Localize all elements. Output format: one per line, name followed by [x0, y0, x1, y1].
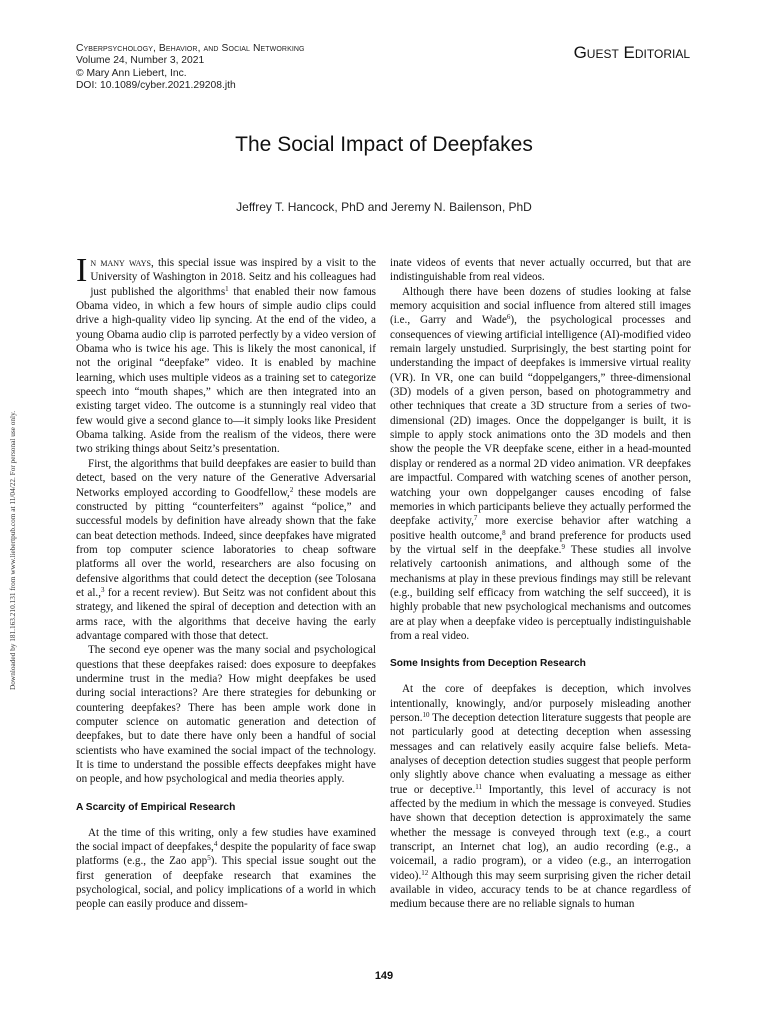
citation-ref[interactable]: 5	[207, 854, 211, 863]
paragraph-second: The second eye opener was the many social and psychological questions that these deepfakes raised: does exposure to deepfakes undermine trust in the media? How might deepfakes be used during social interactions? Are there strategies for debunking or countering deepfakes? There has been ample work done in computer science on automatic generation and detection of deepfakes, but to date there have only been a handful of social scientists who have examined the social impact of the technology. It is time to understand the possible effects deepfakes might have on people, and how psychological and media theories apply.	[76, 644, 376, 786]
citation-ref[interactable]: 7	[473, 514, 478, 523]
citation-ref[interactable]: 8	[502, 528, 506, 537]
citation-ref[interactable]: 12	[421, 868, 429, 877]
paragraph-vr: Although there have been dozens of studies looking at false memory acquisition and social influence from altered still images (i.e., Garry and Wade$^6$), the psychological processes and consequences of viewing artificial intelligence (AI)-modified video remain largely unstudied. Surprisingly, the best starting point for understanding the impact of deepfakes is immersive virtual reality (VR). In VR, one can build “doppelgangers,” three-dimensional (3D) models of a given person, based on photogrammetry and other techniques that create a 3D structure from a series of two-dimensional (2D) images. Once the doppelganger is built, it is simple to apply stock animations onto the 3D models and then show the people the VR deepfake scene, either in a head-mounted display or rendered as a normal 2D video animation. VR deepfakes are impactful. Compared with watching scenes of another person, watching your own doppelganger causes encoding of false memories in which participants believe they actually performed the deepfake activity,$^7$ more exercise behavior after watching a positive health outcome,$^8$ and brand preference for products used by the virtual self in the deepfake.$^9$ These studies all involve relatively cartoonish animations, and although some of the mechanisms at play in these previous findings may still be relevant (e.g., building self efficacy from watching the self succeed), it is highly probable that new psychological mechanisms and outcomes are at play when a deepfake video is perceptually indistinguishable from a real video.	[390, 285, 692, 642]
citation-ref[interactable]: 3	[101, 585, 105, 594]
drop-cap: I	[76, 252, 88, 289]
section-heading-deception: Some Insights from Deception Research	[390, 658, 586, 670]
right-column	[390, 256, 691, 912]
journal-volume: Volume 24, Number 3, 2021	[76, 55, 205, 67]
citation-ref[interactable]: 4	[213, 840, 218, 849]
page-number: 149	[374, 970, 394, 982]
citation-ref[interactable]: 10	[422, 710, 430, 719]
citation-ref[interactable]: 9	[561, 542, 565, 551]
paragraph-deception: At the core of deepfakes is deception, which involves intentionally, knowingly, and/or purposely misleading another person.$^{10}$ The deception detection literature suggests that people are not particularly good at detecting deception when assessing messages and can relatively easily acquire false beliefs. Meta-analyses of deception detection studies suggest that people perform only slightly above chance when evaluating a message as either true or deceptive.$^{11}$ Importantly, this level of accuracy is not affected by the medium in which the message is conveyed. Studies have shown that deception detection is approximately the same whether the message is conveyed through text (e.g., a court transcript, an Internet chat log), an audio recording (e.g., a voicemail, a radio program), or a video (e.g., an interrogation video).$^{12}$ Although this may seem surprising given the richer detail available in video, accuracy tends to be at chance regardless of medium because there are no reliable signals to human	[390, 683, 692, 911]
journal-doi[interactable]: DOI: 10.1089/cyber.2021.29208.jth	[76, 80, 236, 92]
download-watermark: Downloaded by 181.163.210.131 from www.liebertpub.com at 11/04/22. For personal use only.	[8, 410, 17, 690]
paragraph-continued: inate videos of events that never actually occurred, but that are indistinguishable from real videos.	[390, 257, 691, 284]
citation-ref[interactable]: 11	[475, 782, 482, 791]
journal-copyright: © Mary Ann Liebert, Inc.	[76, 67, 187, 79]
lead-in: n many ways	[90, 257, 151, 269]
citation-ref[interactable]: 1	[225, 284, 229, 293]
left-column	[76, 252, 377, 912]
paragraph-intro: In many ways, this special issue was inspired by a visit to the University of Washington in 2018. Seitz and his colleagues had just published the algorithms$^1$ that enabled their now famous Obama video, in which a few hours of simple audio clips could drive a high-quality video lip syncing. At the end of the video, a young Obama audio clip is parroted perfectly by a video version of Obama who is twice his age. This is likely the most canonical, if not the original “deepfake” video. It is enabled by machine learning, which uses multiple videos as a training set to categorize speech into “mouth shapes,” which are then integrated into an existing target video. The outcome is a stunningly real video that few would give a second glance to—it simply looks like President Obama talking. Aside from the realism of the videos, there were two striking things about Seitz’s presentation.	[76, 252, 377, 456]
paragraph-first: First, the algorithms that build deepfakes are easier to build than detect, based on the very nature of the Generative Adversarial Networks employed according to Goodfellow,$^2$ these models are constructed by pitting “counterfeiters” against “police,” and successful models by definition have already shown that the fake can beat detection methods. Indeed, since deepfakes have migrated from top computer science laboratories to cheap software platforms all over the world, researchers are also focusing on defensive algorithms that could detect the deception (see Tolosana et al.,$^3$ for a recent review). But Seitz was not confident about this strategy, and likened the spiral of deception and detection with an arms race, with the algorithms that deceive having the early advantage compared with those that detect.	[76, 457, 376, 642]
citation-ref[interactable]: 6	[506, 313, 511, 322]
article-title: The Social Impact of Deepfakes	[235, 133, 533, 156]
section-heading-scarcity: A Scarcity of Empirical Research	[76, 801, 236, 813]
section-label: Guest Editorial	[573, 43, 690, 62]
paragraph-scarcity: At the time of this writing, only a few studies have examined the social impact of deepfakes,$^4$ despite the popularity of face swap platforms (e.g., the Zao app$^5$). This special issue sought out the first generation of deepfake research that examines the psychological, social, and policy implications of a world in which people can easily produce and dissem-	[76, 826, 377, 911]
journal-info	[76, 43, 305, 93]
citation-ref[interactable]: 2	[289, 485, 294, 494]
journal-name: Cyberpsychology, Behavior, and Social Networking	[76, 43, 305, 54]
article-authors: Jeffrey T. Hancock, PhD and Jeremy N. Bailenson, PhD	[236, 200, 532, 214]
